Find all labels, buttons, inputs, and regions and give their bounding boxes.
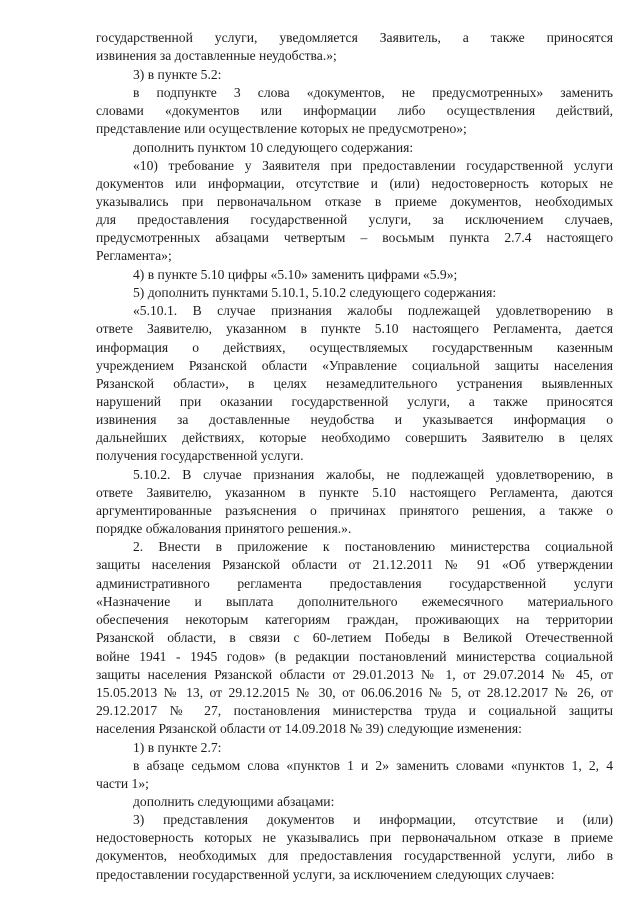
text-line: войне 1941 - 1945 годов» (в редакции постановлений министерства социальной	[96, 649, 613, 664]
text-line: документов или информации, отсутствие и (или) недостоверность которых не	[96, 176, 613, 191]
text-line: аргументированные разъяснения о причинах принятого решения, а также о	[96, 503, 613, 518]
text-line: 5) дополнить пунктами 5.10.1, 5.10.2 следующего содержания:	[133, 285, 497, 300]
text-line: представление или осуществление которых не предусмотрено»;	[96, 121, 467, 136]
text-line: «Назначение и выплата дополнительного ежемесячного материального	[96, 594, 613, 609]
text-line: словами «документов или информации либо осуществления действий,	[96, 103, 613, 118]
text-line: порядке обжалования принятого решения.».	[96, 521, 352, 536]
text-line: предоставлении государственной услуги, за исключением следующих случаев:	[96, 867, 555, 882]
text-line: Регламента»;	[96, 248, 172, 263]
text-line: Рязанской области, в связи с 60-летием Победы в Великой Отечественной	[96, 630, 613, 645]
text-line: предусмотренных абзацами четвертым – восьмым пункта 2.7.4 настоящего	[96, 230, 613, 245]
text-line: извинения за доставленные неудобства.»;	[96, 48, 337, 63]
text-line: населения Рязанской области от 14.09.2018 № 39) следующие изменения:	[96, 721, 522, 736]
text-line: «5.10.1. В случае признания жалобы подлежащей удовлетворению в	[133, 303, 613, 318]
text-line: в абзаце седьмом слова «пунктов 1 и 2» заменить словами «пунктов 1, 2, 4	[133, 758, 613, 773]
text-line: защиты населения Рязанской области от 21.12.2011 № 91 «Об утверждении	[96, 557, 613, 572]
text-line: получения государственной услуги.	[96, 448, 304, 463]
text-line: 5.10.2. В случае признания жалобы, не подлежащей удовлетворению, в	[133, 467, 613, 482]
text-line: ответе Заявителю, указанном в пункте 5.10 настоящего Регламента, дается	[96, 321, 613, 336]
text-line: нарушений при оказании государственной услуги, а также приносятся	[96, 394, 613, 409]
text-line: Рязанской области», в целях незамедлительного устранения выявленных	[96, 376, 613, 391]
text-line: дополнить следующими абзацами:	[133, 794, 335, 809]
text-line: в подпункте 3 слова «документов, не предусмотренных» заменить	[133, 85, 613, 100]
text-line: дальнейших действиях, которые необходимо совершить Заявителю в целях	[96, 430, 613, 445]
text-line: 3) в пункте 5.2:	[133, 67, 222, 82]
text-line: 2. Внести в приложение к постановлению министерства социальной	[133, 539, 613, 554]
text-line: защиты населения Рязанской области от 29.01.2013 № 1, от 29.07.2014 № 45, от	[96, 667, 613, 682]
text-line: 29.12.2017 № 27, постановления министерства труда и социальной защиты	[96, 703, 613, 718]
text-line: дополнить пунктом 10 следующего содержания:	[133, 140, 414, 155]
text-line: «10) требование у Заявителя при предоставлении государственной услуги	[133, 158, 613, 173]
text-line: 1) в пункте 2.7:	[133, 740, 222, 755]
text-line: государственной услуги, уведомляется Заявитель, а также приносятся	[96, 30, 613, 45]
text-line: части 1»;	[96, 776, 149, 791]
text-line: обеспечения некоторым категориям граждан, проживающих на территории	[96, 612, 613, 627]
text-line: 15.05.2013 № 13, от 29.12.2015 № 30, от 06.06.2016 № 5, от 28.12.2017 № 26, от	[96, 685, 613, 700]
text-line: для предоставления государственной услуги, за исключением случаев,	[96, 212, 613, 227]
text-line: указывались при первоначальном отказе в приеме документов, необходимых	[96, 194, 613, 209]
text-line: документов, необходимых для предоставления государственной услуги, либо в	[96, 848, 613, 863]
text-line: учреждением Рязанской области «Управление социальной защиты населения	[96, 358, 613, 373]
text-line: недостоверность которых не указывались при первоначальном отказе в приеме	[96, 830, 613, 845]
text-line: ответе Заявителю, указанном в пункте 5.10 настоящего Регламента, даются	[96, 485, 613, 500]
text-line: информация о действиях, осуществляемых государственным казенным	[96, 340, 613, 355]
text-line: извинения за доставленные неудобства и указывается информация о	[96, 412, 613, 427]
text-line: 3) представления документов и информации, отсутствие и (или)	[133, 812, 613, 827]
text-line: административного регламента предоставления государственной услуги	[96, 576, 613, 591]
text-line: 4) в пункте 5.10 цифры «5.10» заменить цифрами «5.9»;	[133, 267, 458, 282]
